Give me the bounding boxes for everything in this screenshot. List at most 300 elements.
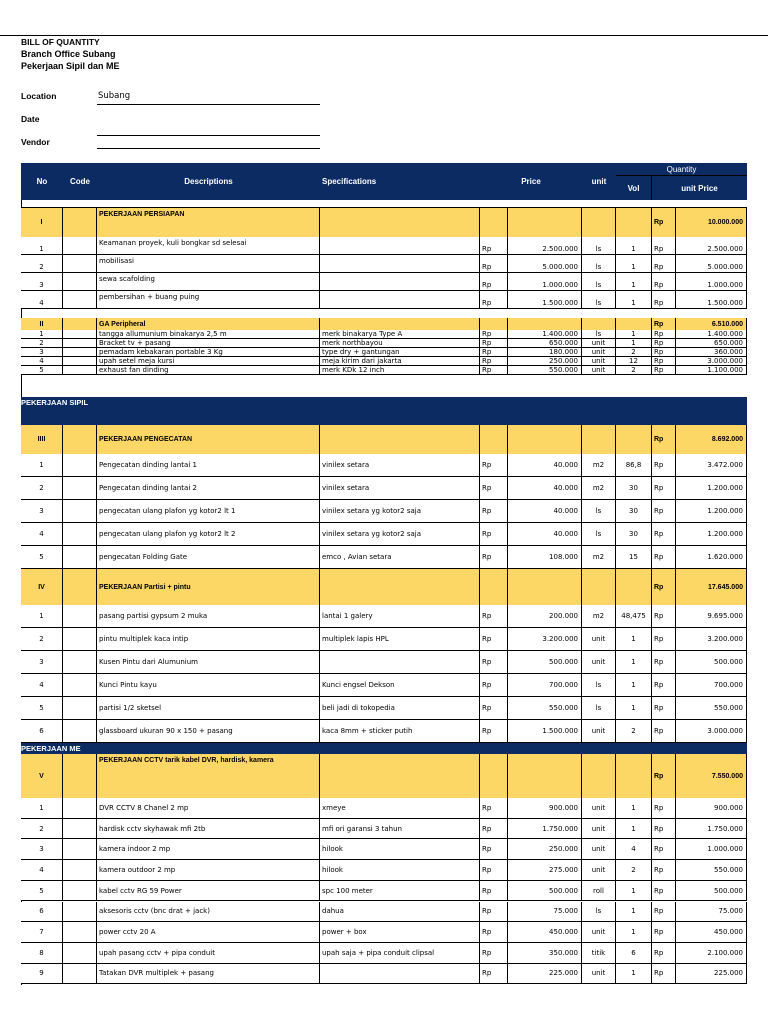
cell-desc: kamera indoor 2 mp [97, 839, 320, 860]
item-row [21, 697, 747, 720]
item-row [21, 237, 747, 255]
cell-unit: unit [582, 839, 616, 860]
cell-price [508, 425, 582, 454]
cell-spec [320, 237, 480, 255]
section-row-s4 [21, 569, 747, 605]
cell-desc: upah pasang cctv + pipa conduit [97, 943, 320, 964]
cell-spec [320, 208, 480, 237]
cell-desc: kabel cctv RG 59 Power [97, 881, 320, 902]
cell-spec [320, 425, 480, 454]
cell-desc: hardisk cctv skyhawak mfi 2tb [97, 819, 320, 840]
cell-price: 75.000 [508, 902, 582, 923]
cell-vol: 6 [616, 943, 652, 964]
cell-price: 250.000 [508, 839, 582, 860]
cell-vol: 1 [616, 255, 652, 273]
item-row [21, 255, 747, 273]
cell-price: 250.000 [508, 357, 582, 366]
cell-vol [616, 208, 652, 237]
cell-unit: ls [582, 237, 616, 255]
cell-price: 1.500.000 [508, 720, 582, 743]
cell-vol: 1 [616, 964, 652, 985]
cell-amt: 550.000 [676, 697, 747, 720]
cell-code [63, 697, 97, 720]
cell-desc: upah setel meja kursi [97, 357, 320, 366]
cell-unit: unit [582, 720, 616, 743]
cell-no: IIII [21, 425, 63, 454]
item-row [21, 881, 747, 902]
item-row [21, 523, 747, 546]
cell-vol: 1 [616, 798, 652, 819]
cell-unit: unit [582, 819, 616, 840]
cell-rp1: Rp [480, 477, 508, 500]
cell-unit: unit [582, 339, 616, 348]
cell-price [508, 208, 582, 237]
cell-vol [616, 569, 652, 605]
cell-code [63, 605, 97, 628]
cell-rp2: Rp [652, 628, 676, 651]
item-row [21, 546, 747, 569]
cell-amt: 1.500.000 [676, 291, 747, 309]
cell-amt: 2.100.000 [676, 943, 747, 964]
cell-amt: 500.000 [676, 651, 747, 674]
cell-amt: 6.510.000 [676, 318, 747, 330]
cell-price [508, 318, 582, 330]
cell-desc: mobilisasi [97, 255, 320, 273]
cell-price: 180.000 [508, 348, 582, 357]
cell-rp2: Rp [652, 357, 676, 366]
cell-vol: 1 [616, 902, 652, 923]
cell-rp2: Rp [652, 651, 676, 674]
cell-spec [320, 569, 480, 605]
col-descriptions: Descriptions [97, 163, 320, 200]
col-specifications: Specifications [320, 163, 480, 200]
cell-rp1 [480, 425, 508, 454]
cell-price: 108.000 [508, 546, 582, 569]
cell-rp2: Rp [652, 674, 676, 697]
cell-amt: 1.200.000 [676, 477, 747, 500]
cell-vol: 2 [616, 860, 652, 881]
cell-desc: PEKERJAAN PERSIAPAN [97, 208, 320, 237]
cell-unit: ls [582, 330, 616, 339]
cell-code [63, 330, 97, 339]
item-row [21, 291, 747, 309]
cell-spec: vinilex setara yg kotor2 saja [320, 500, 480, 523]
cell-spec [320, 291, 480, 309]
cell-code [63, 798, 97, 819]
cell-code [63, 569, 97, 605]
cell-rp1: Rp [480, 523, 508, 546]
cell-rp1: Rp [480, 273, 508, 291]
item-row [21, 964, 747, 985]
cell-price: 900.000 [508, 798, 582, 819]
item-row [21, 674, 747, 697]
cell-amt: 3.200.000 [676, 628, 747, 651]
cell-vol: 1 [616, 881, 652, 902]
cell-rp2: Rp [652, 819, 676, 840]
cell-rp2: Rp [652, 922, 676, 943]
cell-vol [616, 754, 652, 798]
cell-amt: 450.000 [676, 922, 747, 943]
cell-rp1 [480, 754, 508, 798]
cell-vol: 2 [616, 720, 652, 743]
cell-price: 40.000 [508, 477, 582, 500]
item-row [21, 860, 747, 881]
cell-desc: aksesoris cctv (bnc drat + jack) [97, 902, 320, 923]
cell-no: 6 [21, 720, 63, 743]
cell-rp1: Rp [480, 628, 508, 651]
col-unit-price: unit Price [652, 176, 747, 200]
cell-code [63, 291, 97, 309]
cell-price: 500.000 [508, 651, 582, 674]
cell-rp1: Rp [480, 798, 508, 819]
cell-no: 2 [21, 339, 63, 348]
cell-price: 40.000 [508, 523, 582, 546]
cell-spec: multiplek lapis HPL [320, 628, 480, 651]
cell-spec: power + box [320, 922, 480, 943]
cell-rp2: Rp [652, 902, 676, 923]
cell-vol: 48,475 [616, 605, 652, 628]
cell-rp2: Rp [652, 720, 676, 743]
cell-spec [320, 318, 480, 330]
cell-spec: emco , Avian setara [320, 546, 480, 569]
cell-spec: beli jadi di tokopedia [320, 697, 480, 720]
cell-no: 2 [21, 819, 63, 840]
cell-vol: 1 [616, 237, 652, 255]
section-row-s2 [21, 318, 747, 330]
cell-code [63, 237, 97, 255]
cell-spec: xmeye [320, 798, 480, 819]
cell-no: 8 [21, 943, 63, 964]
cell-amt: 1.200.000 [676, 500, 747, 523]
cell-unit: unit [582, 860, 616, 881]
cell-code [63, 943, 97, 964]
cell-code [63, 454, 97, 477]
cell-code [63, 839, 97, 860]
cell-unit: ls [582, 291, 616, 309]
top-rule [0, 35, 768, 36]
cell-spec: merk KDk 12 inch [320, 366, 480, 375]
cell-desc: PEKERJAAN PENGECATAN [97, 425, 320, 454]
cell-no: 6 [21, 902, 63, 923]
cell-vol: 1 [616, 273, 652, 291]
cell-no: 9 [21, 964, 63, 985]
cell-rp2: Rp [652, 339, 676, 348]
cell-rp2: Rp [652, 273, 676, 291]
cell-amt: 360.000 [676, 348, 747, 357]
cell-rp1: Rp [480, 366, 508, 375]
item-row [21, 922, 747, 943]
cell-amt: 5.000.000 [676, 255, 747, 273]
cell-rp1: Rp [480, 819, 508, 840]
cell-price: 450.000 [508, 922, 582, 943]
cell-desc: kamera outdoor 2 mp [97, 860, 320, 881]
cell-rp1: Rp [480, 860, 508, 881]
cell-code [63, 754, 97, 798]
item-row [21, 273, 747, 291]
cell-desc: partisi 1/2 sketsel [97, 697, 320, 720]
cell-amt: 3.000.000 [676, 720, 747, 743]
work-name: Pekerjaan Sipil dan ME [21, 61, 120, 71]
vendor-line [97, 148, 320, 149]
cell-rp1: Rp [480, 839, 508, 860]
cell-no: 1 [21, 454, 63, 477]
cell-price [508, 569, 582, 605]
cell-code [63, 546, 97, 569]
item-row [21, 605, 747, 628]
cell-rp1: Rp [480, 348, 508, 357]
item-row [21, 500, 747, 523]
cell-rp1: Rp [480, 964, 508, 985]
cell-rp1: Rp [480, 546, 508, 569]
cell-unit: ls [582, 674, 616, 697]
cell-vol: 30 [616, 500, 652, 523]
item-row [21, 902, 747, 923]
item-row [21, 839, 747, 860]
cell-unit: ls [582, 500, 616, 523]
cell-desc: tangga allumunium binakarya 2,5 m [97, 330, 320, 339]
cell-rp1: Rp [480, 255, 508, 273]
cell-amt: 650.000 [676, 339, 747, 348]
cell-code [63, 523, 97, 546]
cell-desc: Bracket tv + pasang [97, 339, 320, 348]
cell-price: 500.000 [508, 881, 582, 902]
cell-no: 4 [21, 357, 63, 366]
branch-name: Branch Office Subang [21, 49, 116, 59]
banner-sipil [21, 397, 747, 425]
cell-unit [582, 208, 616, 237]
cell-amt: 1.000.000 [676, 839, 747, 860]
cell-price: 700.000 [508, 674, 582, 697]
cell-unit: unit [582, 651, 616, 674]
cell-no: 4 [21, 291, 63, 309]
cell-no: 1 [21, 605, 63, 628]
cell-rp1: Rp [480, 605, 508, 628]
cell-rp2: Rp [652, 943, 676, 964]
cell-amt: 2.500.000 [676, 237, 747, 255]
cell-code [63, 425, 97, 454]
cell-desc: DVR CCTV 8 Chanel 2 mp [97, 798, 320, 819]
cell-vol: 1 [616, 628, 652, 651]
cell-spec: dahua [320, 902, 480, 923]
cell-no: 1 [21, 237, 63, 255]
cell-amt: 900.000 [676, 798, 747, 819]
cell-unit: unit [582, 922, 616, 943]
cell-code [63, 881, 97, 902]
cell-price: 1.500.000 [508, 291, 582, 309]
cell-desc: pasang partisi gypsum 2 muka [97, 605, 320, 628]
cell-code [63, 922, 97, 943]
cell-code [63, 273, 97, 291]
cell-amt: 1.620.000 [676, 546, 747, 569]
cell-spec: mfi ori garansi 3 tahun [320, 819, 480, 840]
cell-price: 200.000 [508, 605, 582, 628]
cell-code [63, 255, 97, 273]
cell-unit [582, 318, 616, 330]
cell-desc: Keamanan proyek, kuli bongkar sd selesai [97, 237, 320, 255]
cell-rp1: Rp [480, 339, 508, 348]
item-row [21, 454, 747, 477]
cell-vol: 1 [616, 922, 652, 943]
cell-price: 40.000 [508, 500, 582, 523]
cell-rp1: Rp [480, 500, 508, 523]
cell-unit: unit [582, 366, 616, 375]
cell-rp2: Rp [652, 569, 676, 605]
item-row [21, 348, 747, 357]
cell-desc: pintu multiplek kaca intip [97, 628, 320, 651]
cell-desc: Kusen Pintu dari Alumunium [97, 651, 320, 674]
header-gap [21, 200, 747, 208]
cell-code [63, 339, 97, 348]
cell-spec: meja kirim dari jakarta [320, 357, 480, 366]
cell-price: 40.000 [508, 454, 582, 477]
cell-rp2: Rp [652, 964, 676, 985]
cell-vol: 12 [616, 357, 652, 366]
cell-unit: unit [582, 357, 616, 366]
cell-unit: ls [582, 273, 616, 291]
cell-vol: 15 [616, 546, 652, 569]
cell-price: 225.000 [508, 964, 582, 985]
cell-desc: PEKERJAAN CCTV tarik kabel DVR, hardisk, kamera [97, 754, 320, 798]
item-row [21, 720, 747, 743]
col-price: Price [480, 163, 582, 200]
item-row [21, 357, 747, 366]
cell-code [63, 477, 97, 500]
cell-rp1: Rp [480, 902, 508, 923]
cell-desc: pengecatan ulang plafon yg kotor2 lt 1 [97, 500, 320, 523]
cell-rp2: Rp [652, 546, 676, 569]
cell-desc: pengecatan Folding Gate [97, 546, 320, 569]
cell-vol: 30 [616, 477, 652, 500]
cell-vol: 30 [616, 523, 652, 546]
cell-unit: ls [582, 697, 616, 720]
cell-rp2: Rp [652, 425, 676, 454]
cell-amt: 3.472.000 [676, 454, 747, 477]
cell-amt: 1.750.000 [676, 819, 747, 840]
cell-price: 5.000.000 [508, 255, 582, 273]
col-quantity: Quantity [616, 163, 747, 176]
cell-spec [320, 964, 480, 985]
cell-desc: Kunci Pintu kayu [97, 674, 320, 697]
cell-unit: roll [582, 881, 616, 902]
cell-amt: 75.000 [676, 902, 747, 923]
cell-amt: 3.000.000 [676, 357, 747, 366]
cell-spec: kaca 8mm + sticker putih [320, 720, 480, 743]
cell-unit: m2 [582, 605, 616, 628]
cell-amt: 1.200.000 [676, 523, 747, 546]
cell-amt: 1.100.000 [676, 366, 747, 375]
cell-rp1: Rp [480, 943, 508, 964]
cell-amt: 225.000 [676, 964, 747, 985]
cell-no: V [21, 754, 63, 798]
cell-desc: pemadam kebakaran portable 3 Kg [97, 348, 320, 357]
item-row [21, 798, 747, 819]
cell-no: 5 [21, 697, 63, 720]
cell-rp2: Rp [652, 237, 676, 255]
cell-amt: 1.400.000 [676, 330, 747, 339]
cell-price: 550.000 [508, 697, 582, 720]
cell-rp1: Rp [480, 674, 508, 697]
cell-desc: glassboard ukuran 90 x 150 + pasang [97, 720, 320, 743]
cell-no: 5 [21, 881, 63, 902]
cell-no: 1 [21, 798, 63, 819]
cell-spec: spc 100 meter [320, 881, 480, 902]
cell-code [63, 819, 97, 840]
cell-desc: PEKERJAAN Partisi + pintu [97, 569, 320, 605]
cell-spec: merk binakarya Type A [320, 330, 480, 339]
cell-rp1: Rp [480, 237, 508, 255]
cell-spec: type dry + gantungan [320, 348, 480, 357]
cell-spec: hilook [320, 839, 480, 860]
cell-price: 350.000 [508, 943, 582, 964]
cell-code [63, 651, 97, 674]
cell-desc: exhaust fan dinding [97, 366, 320, 375]
cell-amt: 550.000 [676, 860, 747, 881]
cell-desc: Tatakan DVR multiplek + pasang [97, 964, 320, 985]
cell-unit: m2 [582, 454, 616, 477]
cell-rp2: Rp [652, 500, 676, 523]
cell-spec: lantai 1 galery [320, 605, 480, 628]
cell-rp2: Rp [652, 860, 676, 881]
cell-spec: hilook [320, 860, 480, 881]
cell-rp2: Rp [652, 291, 676, 309]
cell-vol: 1 [616, 291, 652, 309]
cell-unit [582, 754, 616, 798]
cell-no: 5 [21, 366, 63, 375]
cell-rp2: Rp [652, 255, 676, 273]
cell-code [63, 366, 97, 375]
item-row [21, 819, 747, 840]
cell-desc: Pengecatan dinding lantai 1 [97, 454, 320, 477]
cell-rp1 [480, 569, 508, 605]
cell-rp2: Rp [652, 318, 676, 330]
cell-no: 7 [21, 922, 63, 943]
cell-spec [320, 273, 480, 291]
cell-no: 3 [21, 651, 63, 674]
cell-code [63, 348, 97, 357]
cell-amt: 9.695.000 [676, 605, 747, 628]
cell-rp2: Rp [652, 754, 676, 798]
cell-rp2: Rp [652, 881, 676, 902]
col-code: Code [63, 163, 97, 200]
cell-no: 2 [21, 628, 63, 651]
cell-rp1: Rp [480, 720, 508, 743]
cell-code [63, 902, 97, 923]
cell-no: 2 [21, 477, 63, 500]
cell-unit: unit [582, 348, 616, 357]
cell-unit: ls [582, 255, 616, 273]
cell-code [63, 357, 97, 366]
cell-no: 3 [21, 500, 63, 523]
cell-vol [616, 425, 652, 454]
date-line [97, 135, 320, 136]
cell-price: 1.750.000 [508, 819, 582, 840]
cell-spec: Kunci engsel Dekson [320, 674, 480, 697]
cell-amt: 10.000.000 [676, 208, 747, 237]
cell-no: 4 [21, 674, 63, 697]
cell-unit: m2 [582, 546, 616, 569]
cell-rp1 [480, 208, 508, 237]
cell-code [63, 500, 97, 523]
cell-amt: 1.000.000 [676, 273, 747, 291]
cell-spec: upah saja + pipa conduit clipsal [320, 943, 480, 964]
cell-spec: vinilex setara yg kotor2 saja [320, 523, 480, 546]
cell-spec: vinilex setara [320, 477, 480, 500]
cell-rp2: Rp [652, 454, 676, 477]
section-row-s1 [21, 208, 747, 237]
cell-desc: power cctv 20 A [97, 922, 320, 943]
cell-rp2: Rp [652, 839, 676, 860]
cell-no: 1 [21, 330, 63, 339]
